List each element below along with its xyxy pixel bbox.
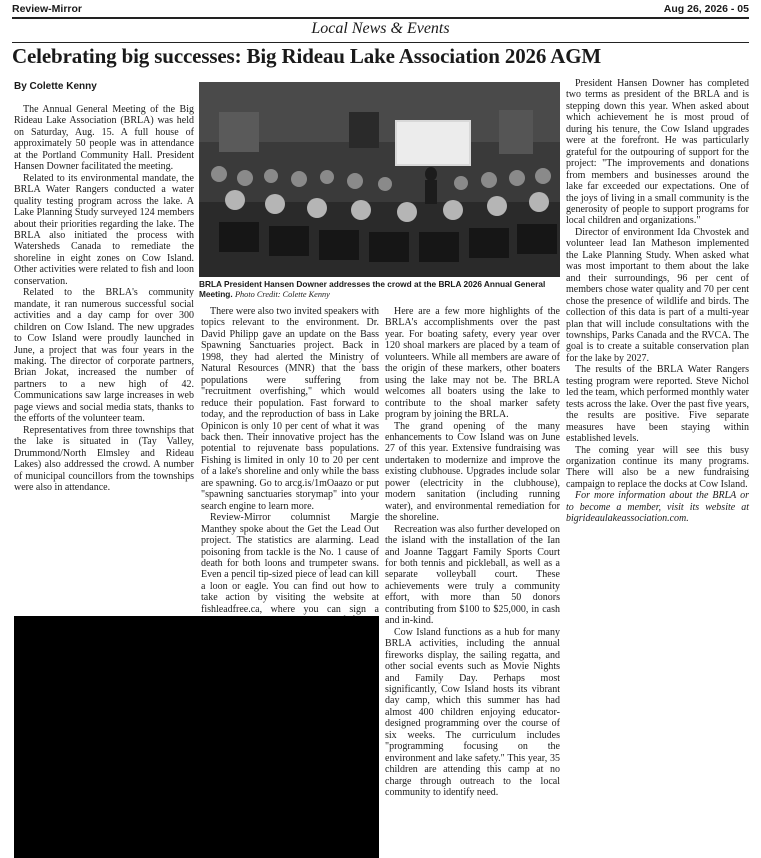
membership-info: For more information about the BRLA or to become a member, visit its website at bigrideaulakeassociation.com. — [566, 490, 749, 525]
caption-text: BRLA President Hansen Downer addresses the crowd at the BRLA 2026 Annual General Meeting. — [199, 279, 546, 299]
paragraph: Cow Island functions as a hub for many BRLA activities, including the annual fireworks display, the sailing regatta, and other social events such as Movie Nights and Family Day. Perhaps most significantly, Cow Island hosts its vibrant day camp, which this summer has had almost 400 children enjoying educator-designed programming over the course of six weeks. The curriculum includes "programming focusing on the environment and lake safety." This year, 35 children are attending this camp at no charge through outreach to the local community to identify need. — [385, 626, 560, 799]
page-header — [12, 2, 749, 18]
black-ad-box — [14, 616, 379, 858]
section-title: Local News & Events — [311, 20, 450, 37]
paragraph: The grand opening of the many enhancements to Cow Island was on June 27 of this year. Extensive fundraising was undertaken to modernize and improve the existing clubhouse. Upgrades include solar power (electricity in the clubhouse), modern sanitation (including running water), and environmental remediation for the shoreline. — [385, 420, 560, 524]
article-byline: By Colette Kenny — [14, 81, 97, 92]
article-column-2 — [201, 306, 379, 632]
paragraph: Here are a few more highlights of the BRLA's accomplishments over the past year. For boating safety, every year over 120 shoal markers are placed by a team of volunteers. While all members are aware of the origin of these markers, other boaters using the lake may not be. The BRLA welcomes all boaters using the lake to contribute to the shoal marker safety program by joining the BRLA. — [385, 306, 560, 421]
paragraph: Recreation was also further developed on the island with the installation of the Ian and Joanne Taggart Family Sports Court for both tennis and pickleball, as well as a separate volleyball court. These achievements were truly a community effort, with more than 50 donors contributing from $100 to $25,000, in cash and in-kind. — [385, 523, 560, 627]
paragraph: The coming year will see this busy organization continue its many programs. There will also be a new fundraising campaign to replace the docks at Cow Island. — [566, 444, 749, 490]
paragraph: Representatives from three townships that the lake is situated in (Tay Valley, Drummond/North Elmsley and Rideau Lakes) also addressed the crowd. A number of municipal councillors from the townships were also in attendance. — [14, 424, 194, 493]
header-rule — [12, 17, 749, 19]
article-headline: Celebrating big successes: Big Rideau Lake Association 2026 AGM — [12, 44, 602, 68]
paragraph: The Annual General Meeting of the Big Rideau Lake Association (BRLA) was held on Saturday, Aug. 15. A full house of approximately 50 people was in attendance at the Portland Community Hall. President Hansen Downer facilitated the meeting. — [14, 104, 194, 173]
article-column-4 — [566, 78, 749, 854]
paragraph: President Hansen Downer has completed two terms as president of the BRLA and is stepping down this year. When asked about which achievement he is most proud of during his tenure, the Cow Island upgrades were at the forefront. He was particularly grateful for the outpouring of support for the project: "The improvements and donations from members and businesses around the lake far exceeded our expectations. One of the joys of living in a small community is the generosity of people to support programs for local children and organizations." — [566, 78, 749, 227]
audience-photo-illustration — [199, 82, 560, 277]
photo-credit: Photo Credit: Colette Kenny — [234, 290, 330, 299]
publication-name: Review-Mirror — [12, 3, 83, 15]
article-column-3 — [385, 306, 560, 854]
paragraph: Review-Mirror columnist Margie Manthey spoke about the Get the Lead Out project. The statistics are alarming. Lead poisoning from tackle is the No. 1 cause of death for both loons and trumpeter swans. Even a pencil tip-sized piece of lead can kill a loon or eagle. You can find out how to take action by visiting the website at fishleadfree.ca, where you can sign a — [201, 512, 379, 615]
article-column-1 — [14, 104, 194, 612]
meeting-photo — [199, 82, 560, 277]
paragraph: The results of the BRLA Water Rangers testing program were reported. Steve Nichol led the team, which performed monthly water tests across the lake. Over the past five years, the results are positive. Five separate measures have been staying within established levels. — [566, 364, 749, 445]
photo-caption — [199, 279, 560, 300]
paragraph: Related to the BRLA's community mandate, it ran numerous successful social activities and a day camp for over 300 children on Cow Island. The new upgrades to Cow Island were proudly launched in June, a project that was four years in the making. The director of corporate partners, Brian Jokat, increased the number of partners to a new high of 42. Communications saw large increases in web page views and social media stats, thanks to the efforts of the volunteer team. — [14, 287, 194, 425]
paragraph: There were also two invited speakers with topics relevant to the environment. Dr. David Philipp gave an update on the Bass Spawning Sanctuaries project. Back in 1998, they had alerted the Ministry of Natural Resources (MNR) that the bass populations were suffering from "recruitment overfishing," which would reduce their population. Fast forward to today, and the reproduction of bass in Lake Opinicon is only 10 per cent of what it was back then. Their innovative project has the potential to rejuvenate bass populations. Fishing is limited in only 10 to 20 per cent of a lake's shoreline and only while the bass are spawning. Go to arcg.is/1mOaazo or put "spawning sanctuaries storymap" into your search engine to learn more. — [201, 306, 379, 512]
paragraph: Director of environment Ida Chvostek and volunteer lead Ian Matheson implemented the Lake Planning Study. When asked what was most important to them about the lake and their surroundings, 96 per cent of members chose water quality and 70 per cent chose the presence of wildlife and birds. The collection of this data is part of a multi-year plan that will include consultations with the townships, Parks Canada and the RVCA. The goal is to create a suitable conservation plan for the lake by 2027. — [566, 226, 749, 364]
issue-date-page: Aug 26, 2026 - 05 — [663, 3, 749, 15]
section-rule — [12, 42, 749, 43]
paragraph: Related to its environmental mandate, the BRLA Water Rangers conducted a water quality testing program across the lake. A Lake Planning Study surveyed 124 members about their priorities regarding the lake. The BRLA also initiated the process with Watersheds Canada to remediate the shoreline in eight zones on Cow Island. Other activities were related to fish and loon conservation. — [14, 172, 194, 287]
